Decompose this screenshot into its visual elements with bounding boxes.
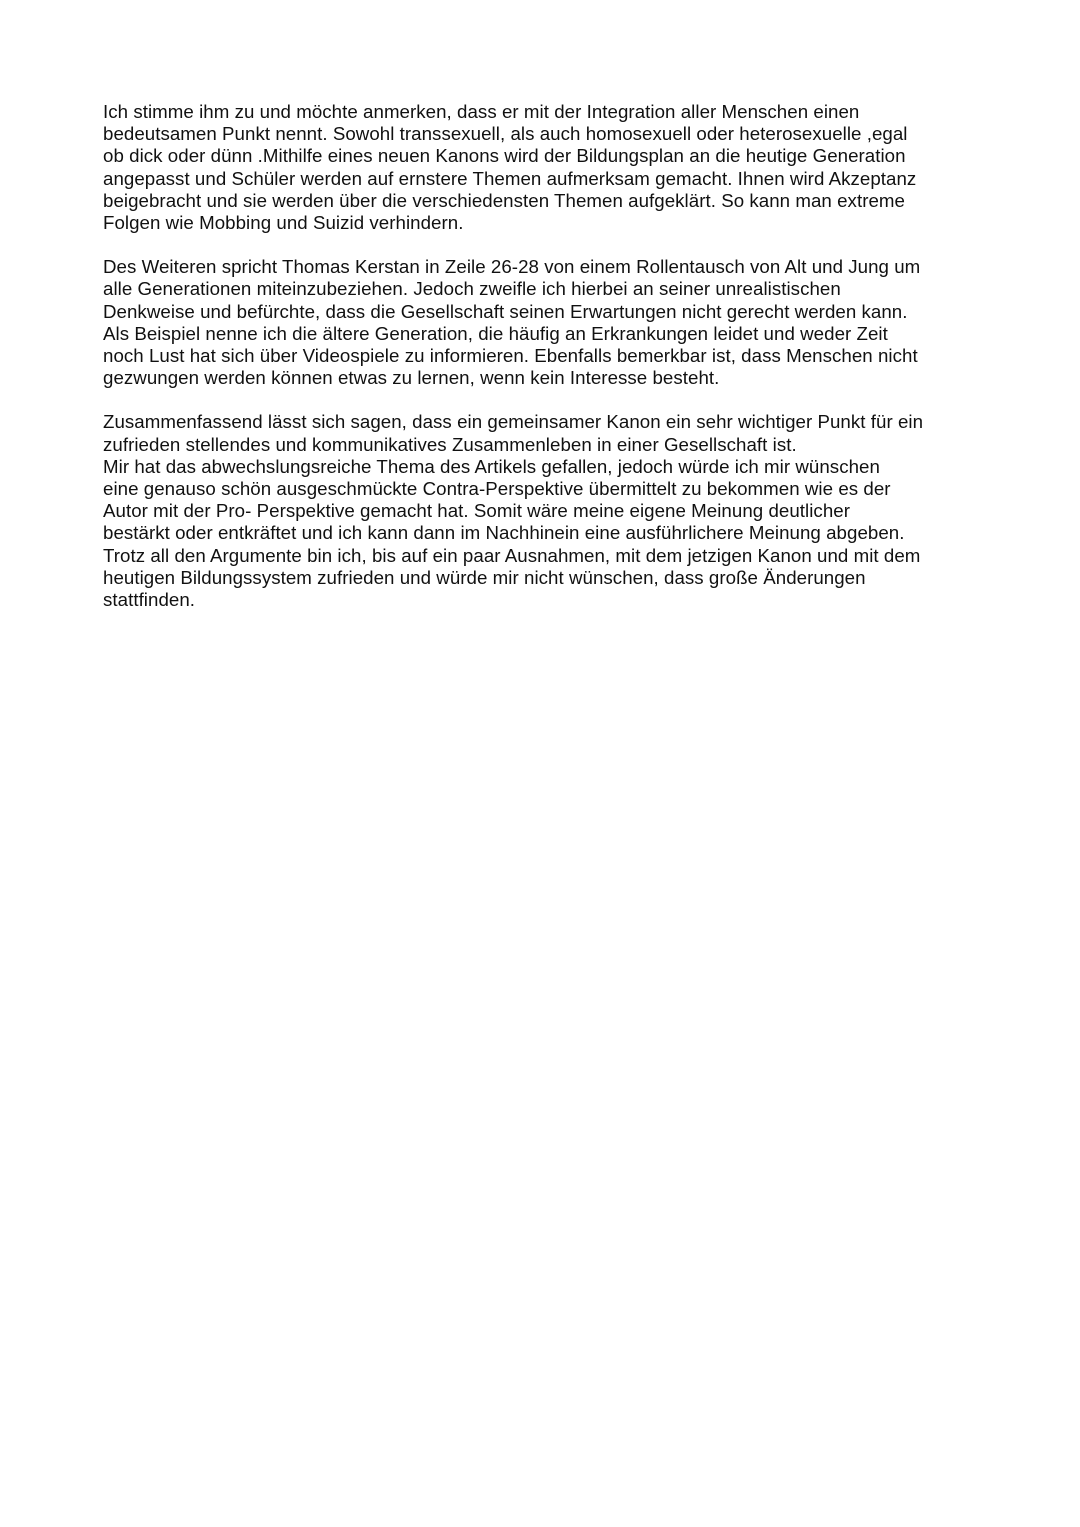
text-line: Autor mit der Pro- Perspektive gemacht hat. Somit wäre meine eigene Meinung deutlicher — [103, 500, 850, 522]
text-line: angepasst und Schüler werden auf ernstere Themen aufmerksam gemacht. Ihnen wird Akzeptanz — [103, 167, 917, 189]
text-line: alle Generationen miteinzubeziehen. Jedoch zweifle ich hierbei an seiner unrealistischen — [103, 278, 841, 300]
paragraph-2 — [103, 256, 1003, 389]
text-line: Trotz all den Argumente bin ich, bis auf ein paar Ausnahmen, mit dem jetzigen Kanon und mit dem — [103, 544, 921, 566]
paragraph-1 — [103, 101, 1003, 234]
text-line: Folgen wie Mobbing und Suizid verhindern. — [103, 212, 464, 234]
text-line: Mir hat das abwechslungsreiche Thema des Artikels gefallen, jedoch würde ich mir wünschen — [103, 455, 880, 477]
text-line: Als Beispiel nenne ich die ältere Generation, die häufig an Erkrankungen leidet und weder Zeit — [103, 322, 888, 344]
text-line: eine genauso schön ausgeschmückte Contra-Perspektive übermittelt zu bekommen wie es der — [103, 478, 891, 500]
text-line: Des Weiteren spricht Thomas Kerstan in Zeile 26-28 von einem Rollentausch von Alt und Jung um — [103, 256, 921, 278]
text-line: gezwungen werden können etwas zu lernen, wenn kein Interesse besteht. — [103, 367, 720, 389]
text-line: zufrieden stellendes und kommunikatives Zusammenleben in einer Gesellschaft ist. — [103, 433, 797, 455]
text-line: bedeutsamen Punkt nennt. Sowohl transsexuell, als auch homosexuell oder heterosexuelle ,egal — [103, 123, 908, 145]
paragraph-3 — [103, 411, 1003, 611]
text-line: Denkweise und befürchte, dass die Gesellschaft seinen Erwartungen nicht gerecht werden kann. — [103, 300, 908, 322]
text-line: beigebracht und sie werden über die verschiedensten Themen aufgeklärt. So kann man extreme — [103, 189, 905, 211]
document-body — [103, 101, 1003, 633]
text-line: ob dick oder dünn .Mithilfe eines neuen Kanons wird der Bildungsplan an die heutige Generation — [103, 145, 906, 167]
text-line: noch Lust hat sich über Videospiele zu informieren. Ebenfalls bemerkbar ist, dass Menschen nicht — [103, 345, 918, 367]
text-line: bestärkt oder entkräftet und ich kann dann im Nachhinein eine ausführlichere Meinung abgeben. — [103, 522, 905, 544]
text-line: Zusammenfassend lässt sich sagen, dass ein gemeinsamer Kanon ein sehr wichtiger Punkt für ein — [103, 411, 924, 433]
text-line: Ich stimme ihm zu und möchte anmerken, dass er mit der Integration aller Menschen einen — [103, 101, 860, 122]
text-line: heutigen Bildungssystem zufrieden und würde mir nicht wünschen, dass große Änderungen — [103, 566, 866, 588]
text-line: stattfinden. — [103, 589, 196, 611]
